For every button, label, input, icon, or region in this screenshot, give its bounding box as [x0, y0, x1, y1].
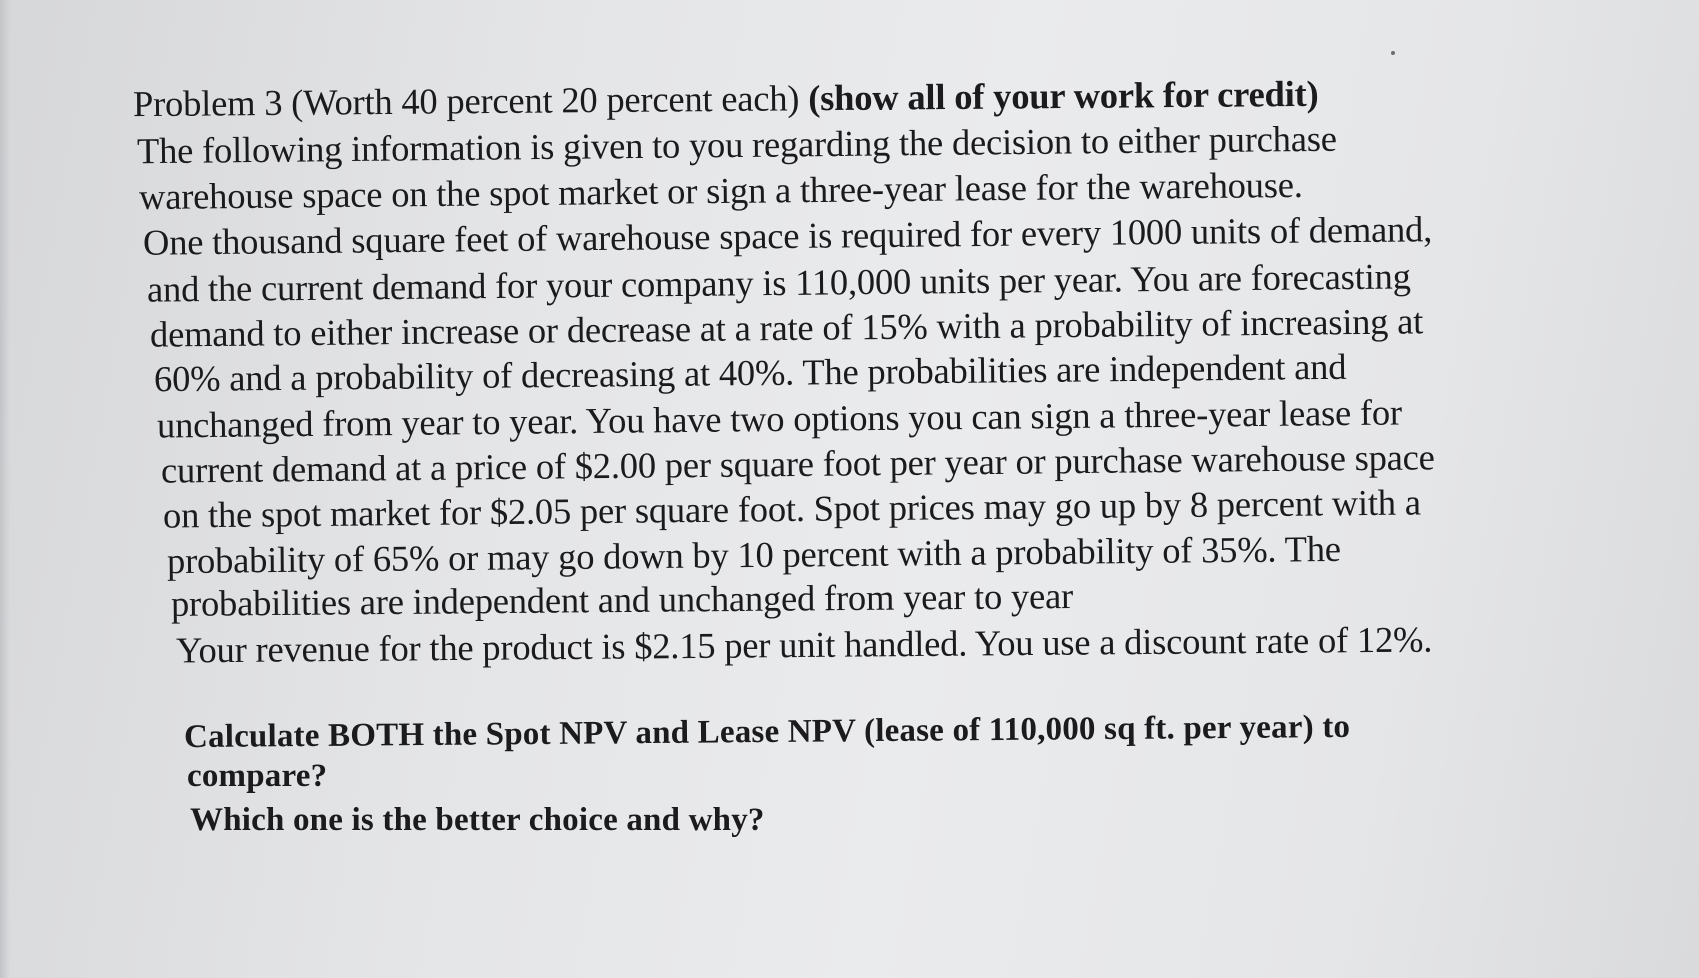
problem-line-8: current demand at a price of $2.00 per square foot per year or purchase warehouse space — [160, 436, 1435, 491]
problem-line-5: demand to either increase or decrease at a rate of 15% with a probability of increasing at — [149, 300, 1424, 355]
problem-line-11: probabilities are independent and unchanged from year to year — [170, 575, 1074, 624]
problem-line-12: Your revenue for the product is $2.15 per unit handled. You use a discount rate of 12%. — [175, 618, 1433, 671]
question-line-2: compare? — [187, 758, 328, 794]
question-line-1: Calculate BOTH the Spot NPV and Lease NPV (lease of 110,000 sq ft. per year) to — [183, 708, 1351, 756]
problem-title-plain: Problem 3 (Worth 40 percent 20 percent each) — [132, 77, 809, 125]
problem-line-1: The following information is given to you regarding the decision to either purchase — [136, 117, 1337, 172]
problem-line-10: probability of 65% or may go down by 10 percent with a probability of 35%. The — [166, 527, 1341, 582]
problem-line-7: unchanged from year to year. You have two options you can sign a three-year lease for — [156, 391, 1403, 446]
problem-title — [133, 73, 1319, 125]
problem-title-bold: (show all of your work for credit) — [808, 72, 1319, 119]
problem-line-3: One thousand square feet of warehouse space is required for every 1000 units of demand, — [142, 208, 1433, 263]
problem-line-4: and the current demand for your company is 110,000 units per year. You are forecasting — [146, 255, 1411, 310]
problem-line-2: warehouse space on the spot market or sign a three-year lease for the warehouse. — [138, 163, 1303, 218]
problem-line-9: on the spot market for $2.05 per square foot. Spot prices may go up by 8 percent with a — [162, 481, 1421, 536]
question-line-3: Which one is the better choice and why? — [190, 802, 765, 838]
problem-line-6: 60% and a probability of decreasing at 40%. The probabilities are independent and — [153, 345, 1347, 400]
